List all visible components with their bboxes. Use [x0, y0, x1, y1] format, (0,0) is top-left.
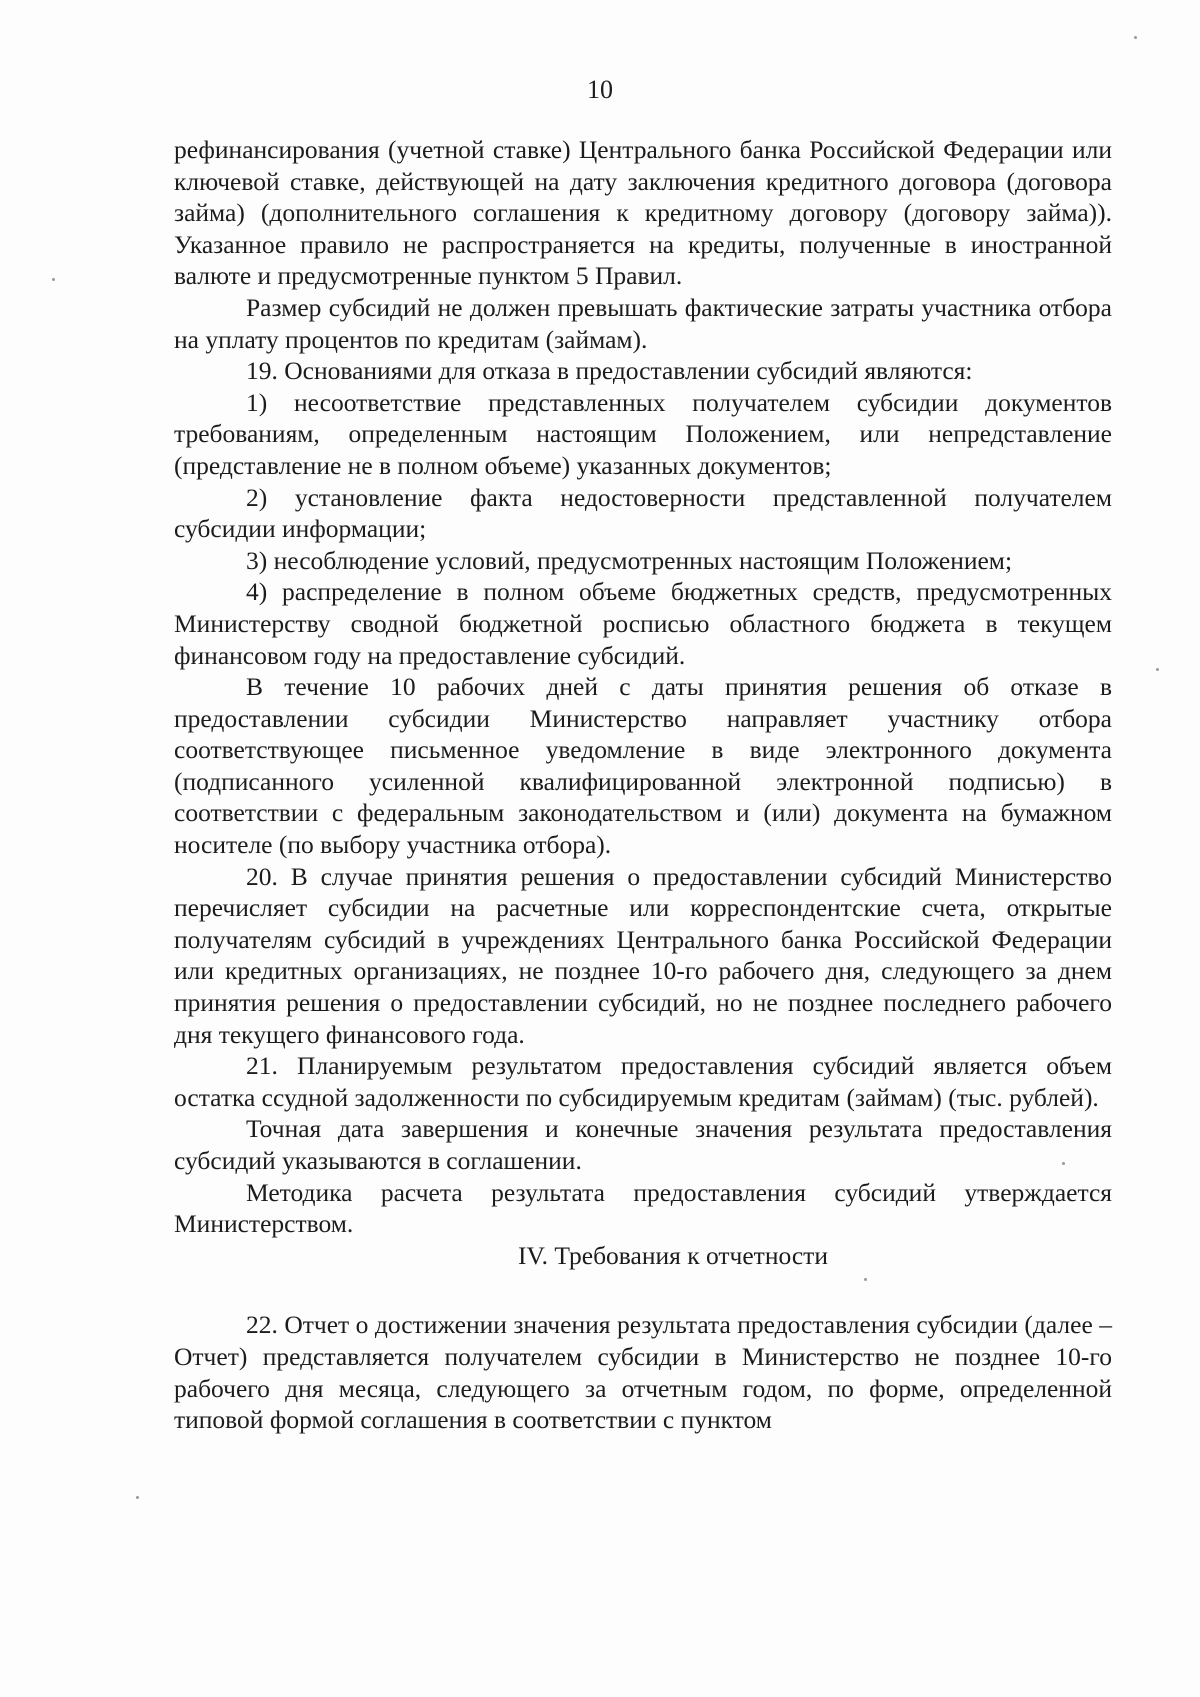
scan-speck: [1134, 36, 1137, 39]
paragraph-item-21: 21. Планируемым результатом предоставления субсидий является объем остатка ссудной задолженности по субсидируемым кредитам (займам) (тыс. рублей).: [174, 1051, 1112, 1112]
paragraph-item-22: 22. Отчет о достижении значения результата предоставления субсидии (далее – Отчет) представляется получателем субсидии в Министерство не позднее 10-го рабочего дня месяца, следующего за отчетным годом, по форме, определенной типовой формой соглашения в соответствии с пунктом: [174, 1310, 1112, 1435]
paragraph-continuation: рефинансирования (учетной ставке) Центрального банка Российской Федерации или ключевой ставке, действующей на дату заключения кредитного договора (договора займа) (дополнительного соглашения к кредитному договору (договору займа)). Указанное правило не распространяется на кредиты, полученные в иностранной валюте и предусмотренные пунктом 5 Правил.: [174, 135, 1112, 291]
paragraph-item-19: 19. Основаниями для отказа в предоставлении субсидий являются:: [246, 356, 973, 386]
paragraph-refusal-reason-3: 3) несоблюдение условий, предусмотренных настоящим Положением;: [246, 545, 1013, 575]
paragraph-refusal-notice: В течение 10 рабочих дней с даты принятия решения об отказе в предоставлении субсидии Министерство направляет участнику отбора соответствующее письменное уведомление в виде электронного документа (подписанного усиленной квалифицированной электронной подписью) в соответствии с федеральным законодательством и (или) документа на бумажном носителе (по выбору участника отбора).: [174, 672, 1112, 860]
paragraph-refusal-reason-2: 2) установление факта недостоверности представленной получателем субсидии информации;: [174, 482, 1112, 544]
paragraph-refusal-reason-4: 4) распределение в полном объеме бюджетных средств, предусмотренных Министерству сводной бюджетной росписью областного бюджета в текущем финансовом году на предоставление субсидий.: [174, 577, 1112, 670]
paragraph-refusal-reason-1: 1) несоответствие представленных получателем субсидии документов требованиям, определенным настоящим Положением, или непредставление (представление не в полном объеме) указанных документов;: [174, 387, 1112, 480]
scan-speck: [136, 1496, 139, 1499]
paragraph-result-date: Точная дата завершения и конечные значения результата предоставления субсидий указываются в соглашении.: [174, 1114, 1112, 1175]
scan-speck: [864, 1278, 867, 1281]
page-number: 10: [587, 75, 613, 104]
section-spacer: [174, 1271, 1112, 1309]
section-heading: IV. Требования к отчетности: [518, 1240, 828, 1270]
scan-speck: [1062, 1162, 1065, 1165]
paragraph-item-20: 20. В случае принятия решения о предоставлении субсидий Министерство перечисляет субсидии на расчетные или корреспондентские счета, открытые получателям субсидий в учреждениях Центрального банка Российской Федерации или кредитных организациях, не позднее 10-го рабочего дня, следующего за днем принятия решения о предоставлении субсидий, но не позднее последнего рабочего дня текущего финансового года.: [174, 861, 1112, 1049]
scan-speck: [52, 278, 55, 281]
paragraph-result-method: Методика расчета результата предоставления субсидий утверждается Министерством.: [174, 1177, 1112, 1239]
scan-speck: [1156, 668, 1159, 671]
paragraph-subsidy-limit: Размер субсидий не должен превышать фактические затраты участника отбора на уплату процентов по кредитам (займам).: [174, 292, 1112, 354]
document-body: [174, 134, 1112, 1436]
